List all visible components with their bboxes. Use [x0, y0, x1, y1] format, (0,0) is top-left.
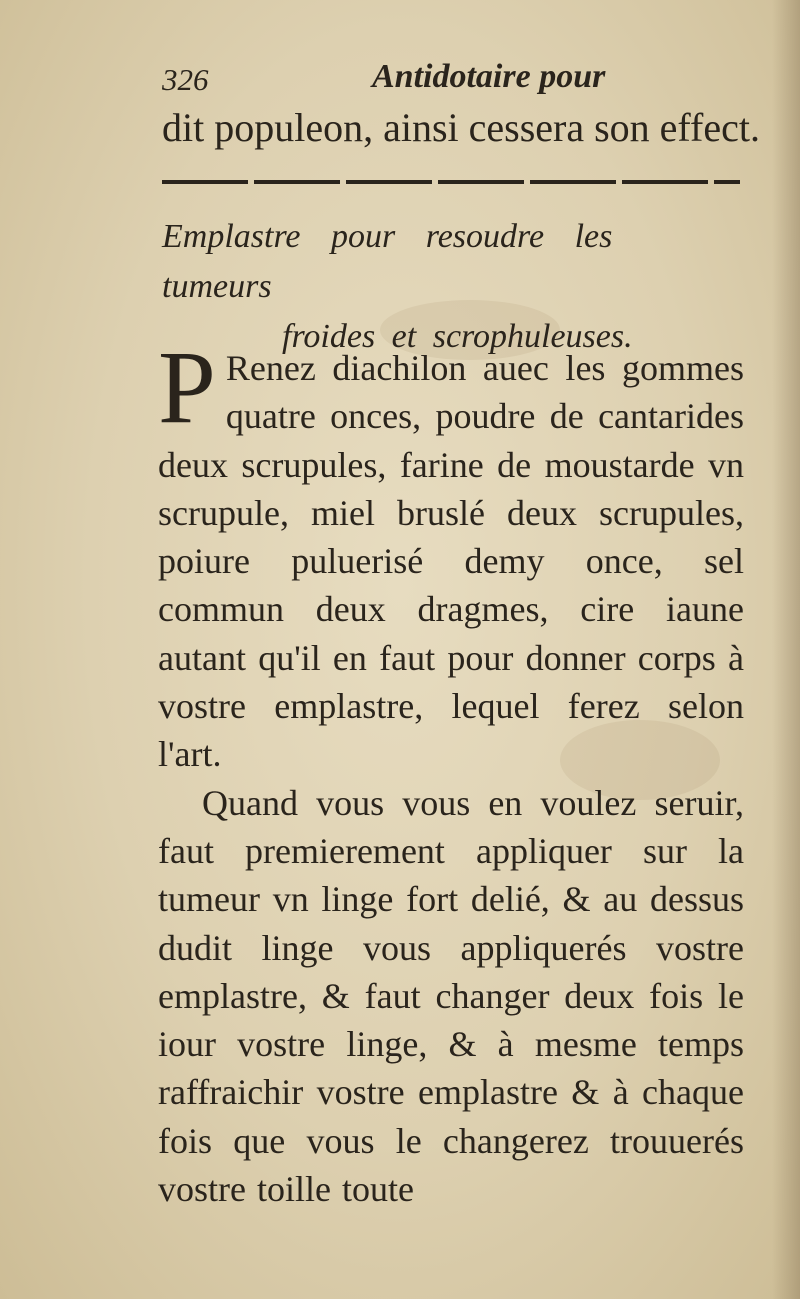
section-title [162, 212, 742, 362]
section-title-line-1: Emplastre pour resoudre les tumeurs [162, 218, 613, 305]
recipe-paragraph-1-text: Renez diachilon auec les gommes quatre onces, poudre de cantarides deux scrupules, farine de moustarde vn scrupule, miel bruslé deux scrupules, poiure puluerisé demy once, sel commun deux dragmes, cire iaune autant qu'il en faut pour donner corps à vostre emplastre, lequel ferez selon l'art. [158, 348, 744, 775]
drop-cap: P [158, 330, 216, 445]
page-header [162, 52, 702, 102]
section-title-line-2: froides et scrophuleuses. [282, 318, 633, 355]
section-divider [162, 180, 740, 184]
continuation-line: dit populeon, ainsi cessera son effect. [162, 105, 760, 150]
page-number: 326 [162, 62, 209, 97]
recipe-paragraph-2: Quand vous vous en voulez seruir, faut premierement appliquer sur la tumeur vn linge fort delié, & au dessus dudit linge vous appliquerés vostre emplastre, & faut changer deux fois le iour vostre linge, & à mesme temps raffraichir vostre emplastre & à chaque fois que vous le changerez trouuerés vostre toille toute [158, 782, 744, 1210]
running-title: Antidotaire pour [372, 58, 606, 95]
